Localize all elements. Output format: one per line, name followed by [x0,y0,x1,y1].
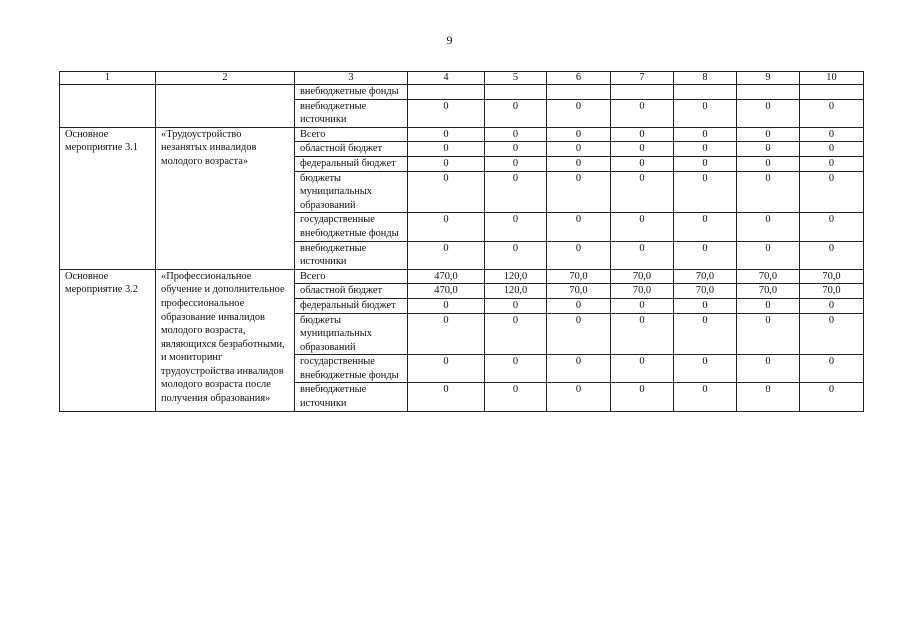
measure-name-cell [60,85,156,128]
value-cell: 70,0 [611,284,674,299]
table-row [60,85,864,100]
column-number-cell: 1 [60,72,156,85]
value-cell: 0 [737,213,800,241]
funding-source-cell: областной бюджет [295,284,408,299]
value-cell: 0 [547,355,611,383]
value-cell: 0 [485,241,547,269]
measure-title-cell [156,85,295,128]
value-cell: 0 [737,99,800,127]
measure-name-cell: Основное мероприятие 3.1 [60,127,156,269]
value-cell: 0 [800,156,864,171]
page-number: 9 [446,33,453,47]
value-cell: 0 [547,142,611,157]
table-row [60,269,864,284]
value-cell: 70,0 [737,284,800,299]
value-cell: 0 [674,355,737,383]
value-cell: 0 [408,156,485,171]
value-cell: 0 [674,383,737,411]
funding-source-cell: бюджеты муниципальных образований [295,171,408,213]
value-cell: 0 [485,298,547,313]
value-cell [674,85,737,100]
column-number-cell: 10 [800,72,864,85]
value-cell: 0 [611,241,674,269]
funding-source-cell: областной бюджет [295,142,408,157]
value-cell: 0 [485,355,547,383]
value-cell: 0 [611,298,674,313]
value-cell: 0 [674,213,737,241]
value-cell: 0 [737,383,800,411]
funding-source-cell: внебюджетные источники [295,99,408,127]
column-number-cell: 2 [156,72,295,85]
column-number-cell: 9 [737,72,800,85]
value-cell: 0 [737,127,800,142]
value-cell: 0 [547,383,611,411]
value-cell: 0 [674,127,737,142]
funding-source-cell: федеральный бюджет [295,298,408,313]
value-cell [547,85,611,100]
value-cell: 70,0 [547,284,611,299]
value-cell: 0 [408,171,485,213]
value-cell: 0 [674,171,737,213]
column-number-cell: 8 [674,72,737,85]
value-cell: 0 [485,171,547,213]
value-cell: 0 [800,142,864,157]
measure-name-cell: Основное мероприятие 3.2 [60,269,156,411]
value-cell: 0 [800,171,864,213]
value-cell: 0 [408,355,485,383]
value-cell: 0 [408,213,485,241]
funding-source-cell: внебюджетные фонды [295,85,408,100]
value-cell: 0 [547,213,611,241]
value-cell: 0 [737,298,800,313]
value-cell: 0 [737,313,800,355]
funding-source-cell: бюджеты муниципальных образований [295,313,408,355]
funding-source-cell: внебюджетные источники [295,383,408,411]
value-cell: 0 [611,127,674,142]
column-number-row [60,72,864,85]
value-cell: 0 [611,156,674,171]
funding-source-cell: государственные внебюджетные фонды [295,213,408,241]
value-cell: 0 [408,241,485,269]
value-cell: 0 [611,142,674,157]
measure-title-cell: «Профессиональное обучение и дополнительное профессиональное образование инвалидов молодого возраста, являющихся безработными, и мониторинг трудоустройства инвалидов молодого возраста после получения образования» [156,269,295,411]
value-cell: 70,0 [674,269,737,284]
column-number-cell: 4 [408,72,485,85]
value-cell: 0 [800,383,864,411]
value-cell: 0 [547,313,611,355]
value-cell: 0 [674,156,737,171]
value-cell: 0 [547,241,611,269]
value-cell: 120,0 [485,284,547,299]
value-cell: 0 [674,313,737,355]
value-cell: 0 [800,313,864,355]
value-cell: 470,0 [408,269,485,284]
column-number-cell: 3 [295,72,408,85]
value-cell [485,85,547,100]
value-cell: 120,0 [485,269,547,284]
value-cell: 0 [674,241,737,269]
value-cell: 0 [611,213,674,241]
value-cell: 0 [547,171,611,213]
value-cell: 0 [485,383,547,411]
funding-source-cell: федеральный бюджет [295,156,408,171]
value-cell: 0 [737,171,800,213]
value-cell: 0 [737,241,800,269]
value-cell: 0 [800,127,864,142]
value-cell: 0 [485,156,547,171]
value-cell: 0 [485,99,547,127]
value-cell: 0 [800,213,864,241]
value-cell: 70,0 [547,269,611,284]
value-cell: 70,0 [611,269,674,284]
value-cell: 0 [408,127,485,142]
value-cell: 0 [408,142,485,157]
value-cell: 0 [485,213,547,241]
value-cell: 0 [800,99,864,127]
value-cell: 0 [547,156,611,171]
funding-source-cell: государственные внебюджетные фонды [295,355,408,383]
value-cell: 0 [611,383,674,411]
funding-source-cell: Всего [295,127,408,142]
value-cell: 0 [737,355,800,383]
column-number-cell: 7 [611,72,674,85]
value-cell: 0 [674,142,737,157]
value-cell: 0 [485,127,547,142]
value-cell: 0 [737,156,800,171]
value-cell: 70,0 [674,284,737,299]
value-cell: 0 [408,313,485,355]
value-cell: 0 [408,383,485,411]
value-cell: 0 [800,298,864,313]
value-cell: 70,0 [800,284,864,299]
table-row [60,127,864,142]
column-number-cell: 6 [547,72,611,85]
value-cell [737,85,800,100]
funding-table [59,71,864,412]
value-cell: 470,0 [408,284,485,299]
value-cell: 0 [800,355,864,383]
funding-source-cell: внебюджетные источники [295,241,408,269]
value-cell: 0 [547,127,611,142]
value-cell: 70,0 [737,269,800,284]
value-cell: 0 [408,99,485,127]
column-number-cell: 5 [485,72,547,85]
value-cell [408,85,485,100]
value-cell: 0 [408,298,485,313]
value-cell: 0 [547,298,611,313]
value-cell: 0 [611,355,674,383]
value-cell: 0 [611,99,674,127]
value-cell: 0 [674,99,737,127]
value-cell: 70,0 [800,269,864,284]
funding-source-cell: Всего [295,269,408,284]
value-cell: 0 [611,171,674,213]
value-cell: 0 [611,313,674,355]
value-cell: 0 [485,142,547,157]
value-cell: 0 [674,298,737,313]
value-cell [800,85,864,100]
value-cell: 0 [485,313,547,355]
value-cell: 0 [800,241,864,269]
value-cell: 0 [737,142,800,157]
value-cell: 0 [547,99,611,127]
measure-title-cell: «Трудоустройство незанятых инвалидов молодого возраста» [156,127,295,269]
value-cell [611,85,674,100]
